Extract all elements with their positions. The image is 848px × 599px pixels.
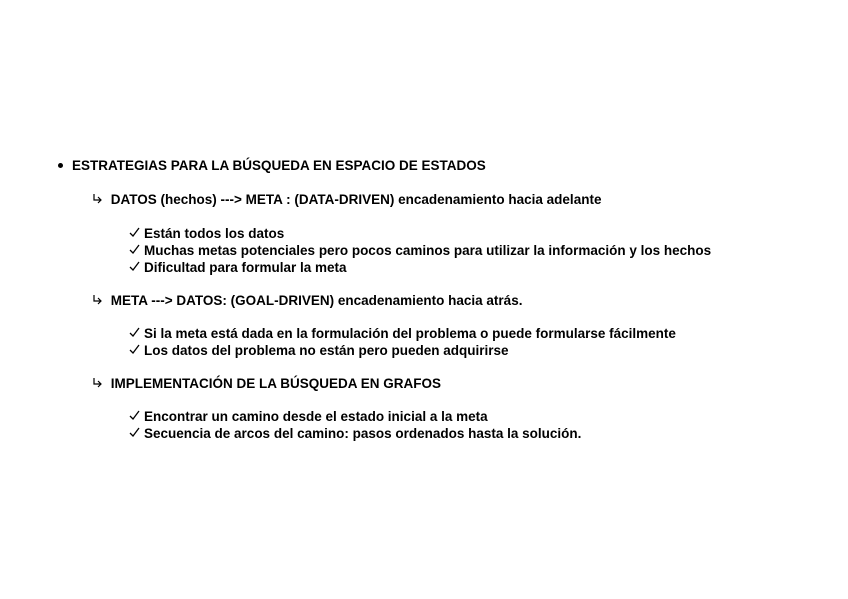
- list-item: [129, 425, 581, 442]
- hand-arrow-icon: [93, 376, 111, 391]
- list-item: [129, 325, 676, 342]
- list-item: [129, 408, 488, 425]
- section-1-header: [93, 191, 601, 208]
- list-item: [129, 225, 284, 242]
- list-item-text: Están todos los datos: [144, 226, 285, 241]
- section-2-header: [93, 292, 522, 309]
- check-icon: [129, 326, 144, 341]
- check-icon: [129, 260, 144, 275]
- check-icon: [129, 409, 144, 424]
- list-item: [129, 259, 347, 276]
- section-2-title: META ---> DATOS: (GOAL-DRIVEN) encadenamiento hacia atrás.: [110, 293, 523, 308]
- bullet-dot: [58, 163, 63, 168]
- hand-arrow-icon: [93, 192, 111, 207]
- section-3-title: IMPLEMENTACIÓN DE LA BÚSQUEDA EN GRAFOS: [110, 376, 442, 391]
- list-item-text: Si la meta está dada en la formulación del problema o puede formularse fácilmente: [144, 326, 676, 341]
- check-icon: [129, 243, 144, 258]
- list-item-text: Secuencia de arcos del camino: pasos ordenados hasta la solución.: [144, 426, 582, 441]
- list-item: [129, 242, 711, 259]
- check-icon: [129, 426, 144, 441]
- list-item-text: Muchas metas potenciales pero pocos caminos para utilizar la información y los hechos: [144, 243, 712, 258]
- section-1-title: DATOS (hechos) ---> META : (DATA-DRIVEN) encadenamiento hacia adelante: [110, 192, 602, 207]
- list-item: [129, 342, 509, 359]
- check-icon: [129, 343, 144, 358]
- hand-arrow-icon: [93, 293, 111, 308]
- list-item-text: Dificultad para formular la meta: [144, 260, 347, 275]
- section-3-header: [93, 375, 441, 392]
- list-item-text: Los datos del problema no están pero pueden adquirirse: [144, 343, 509, 358]
- main-heading: ESTRATEGIAS PARA LA BÚSQUEDA EN ESPACIO DE ESTADOS: [72, 158, 486, 173]
- list-item-text: Encontrar un camino desde el estado inicial a la meta: [144, 409, 488, 424]
- check-icon: [129, 226, 144, 241]
